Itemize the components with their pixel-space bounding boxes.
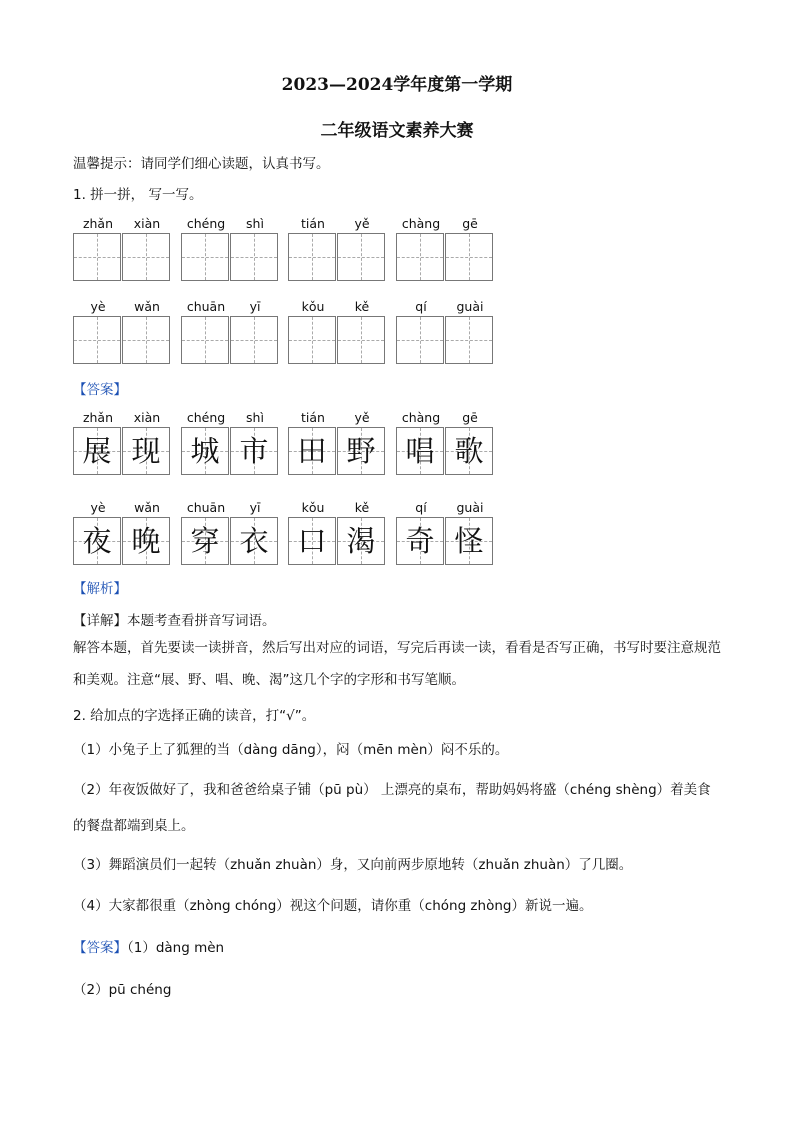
answer-char-box — [445, 427, 493, 475]
page-title: 2023—2024学年度第一学期 — [281, 75, 513, 95]
pinyin-label: yī — [249, 500, 261, 515]
analysis-text: 解答本题，首先要读一读拼音，然后写出对应的词语，写完后再读一读，看看是否写正确，书写时要注意规范和美观。注意“展、野、唱、晚、渴”这几个字的字形和书写笔顺。 — [73, 640, 721, 688]
writing-box[interactable] — [230, 233, 278, 281]
pinyin-label: tián — [301, 410, 325, 425]
word-pair — [396, 500, 498, 580]
answer-char-box — [181, 427, 229, 475]
pinyin-label: qí — [415, 299, 427, 314]
answer-char-box — [337, 427, 385, 475]
word-pair — [181, 500, 283, 580]
writing-box[interactable] — [337, 316, 385, 364]
word-pair — [396, 410, 498, 490]
blank-row-2 — [73, 299, 733, 379]
pinyin-label: zhǎn — [82, 216, 114, 231]
answer-row-2 — [73, 500, 733, 580]
writing-box[interactable] — [230, 316, 278, 364]
pinyin-label: kǒu — [301, 299, 325, 314]
pinyin-label: zhǎn — [82, 410, 114, 425]
pinyin-label: chàng — [401, 216, 441, 231]
detail-line — [73, 609, 276, 629]
pinyin-label: shì — [246, 216, 264, 231]
pinyin-label: yě — [354, 410, 370, 425]
answer-char-box — [230, 517, 278, 565]
word-pair — [73, 500, 175, 580]
answer-char: 口 — [297, 524, 327, 558]
pinyin-label: kǒu — [301, 500, 325, 515]
word-pair — [288, 299, 390, 379]
question-2-title: 2. 给加点的字选择正确的读音，打“√”。 — [73, 708, 316, 724]
answer-char: 城 — [190, 434, 220, 468]
answer-char: 唱 — [405, 434, 435, 468]
answer-char: 夜 — [82, 524, 112, 558]
answer-char: 晚 — [131, 524, 161, 558]
pinyin-label: yī — [249, 299, 261, 314]
writing-box[interactable] — [122, 233, 170, 281]
answer-char-box — [288, 427, 336, 475]
writing-box[interactable] — [288, 233, 336, 281]
pinyin-label: guài — [456, 299, 484, 314]
pinyin-label: guài — [456, 500, 484, 515]
pinyin-label: kě — [354, 500, 370, 515]
pinyin-label: qí — [415, 500, 427, 515]
answer-char: 市 — [239, 434, 269, 468]
word-pair — [288, 500, 390, 580]
pinyin-label: chuān — [186, 500, 226, 515]
question-2-item-4: （4）大家都很重（zhòng chóng）视这个问题，请你重（chóng zhòng）新说一遍。 — [73, 898, 593, 914]
pinyin-label: chuān — [186, 299, 226, 314]
pinyin-label: shì — [246, 410, 264, 425]
analysis-label: 【解析】 — [73, 581, 127, 597]
answer-char-box — [73, 517, 121, 565]
word-pair — [181, 410, 283, 490]
answer-char-box — [396, 427, 444, 475]
answer-char-box — [73, 427, 121, 475]
pinyin-label: yè — [90, 500, 106, 515]
pinyin-label: kě — [354, 299, 370, 314]
pinyin-label: chàng — [401, 410, 441, 425]
writing-box[interactable] — [181, 233, 229, 281]
word-pair — [181, 299, 283, 379]
word-pair — [73, 216, 175, 296]
pinyin-label: chéng — [186, 410, 226, 425]
word-pair — [181, 216, 283, 296]
pinyin-label: xiàn — [133, 216, 161, 231]
pinyin-label: chéng — [186, 216, 226, 231]
answer-2-line-1 — [73, 936, 224, 956]
pinyin-label: xiàn — [133, 410, 161, 425]
writing-box[interactable] — [73, 233, 121, 281]
answer-char: 穿 — [190, 524, 220, 558]
detail-text: 本题考查看拼音写词语。 — [127, 613, 276, 629]
answer-char: 渴 — [346, 524, 376, 558]
answer-char: 怪 — [454, 524, 484, 558]
tip-text: 温馨提示：请同学们细心读题，认真书写。 — [73, 156, 330, 172]
pinyin-label: tián — [301, 216, 325, 231]
answer-char-box — [122, 517, 170, 565]
answer-char: 奇 — [405, 524, 435, 558]
answer-char-box — [181, 517, 229, 565]
pinyin-label: gē — [462, 216, 478, 231]
answer-char: 现 — [131, 434, 161, 468]
answer-2-label: 【答案】 — [73, 940, 127, 956]
word-pair — [73, 410, 175, 490]
pinyin-label: wǎn — [134, 299, 160, 314]
writing-box[interactable] — [337, 233, 385, 281]
question-1-title: 1. 拼一拼， 写一写。 — [73, 187, 203, 203]
writing-box[interactable] — [73, 316, 121, 364]
answer-char-box — [288, 517, 336, 565]
pinyin-label: wǎn — [134, 500, 160, 515]
answer-char-box — [230, 427, 278, 475]
answer-row-1 — [73, 410, 733, 490]
answer-char: 展 — [82, 434, 112, 468]
question-2-item-2: （2）年夜饭做好了，我和爸爸给桌子铺（pū pù） 上漂亮的桌布，帮助妈妈将盛（chéng shèng）着美食的餐盘都端到桌上。 — [73, 782, 711, 834]
writing-box[interactable] — [445, 316, 493, 364]
question-2-item-3: （3）舞蹈演员们一起转（zhuǎn zhuàn）身，又向前两步原地转（zhuǎn zhuàn）了几圈。 — [73, 857, 633, 873]
answer-char: 衣 — [239, 524, 269, 558]
answer-char-box — [122, 427, 170, 475]
writing-box[interactable] — [396, 233, 444, 281]
question-2-item-1: （1）小兔子上了狐狸的当（dàng dāng），闷（mēn mèn）闷不乐的。 — [73, 742, 509, 758]
answer-char: 歌 — [454, 434, 484, 468]
writing-box[interactable] — [445, 233, 493, 281]
writing-box[interactable] — [181, 316, 229, 364]
word-pair — [288, 410, 390, 490]
answer-char: 野 — [346, 434, 376, 468]
writing-box[interactable] — [396, 316, 444, 364]
writing-box[interactable] — [122, 316, 170, 364]
blank-row-1 — [73, 216, 733, 296]
pinyin-label: gē — [462, 410, 478, 425]
word-pair — [73, 299, 175, 379]
word-pair — [288, 216, 390, 296]
answer-2-text-1: （1）dàng mèn — [127, 940, 225, 956]
answer-char-box — [445, 517, 493, 565]
answer-label: 【答案】 — [73, 382, 127, 398]
word-pair — [396, 216, 498, 296]
answer-2-line-2: （2）pū chéng — [73, 982, 172, 998]
detail-label: 【详解】 — [73, 613, 127, 629]
page-subtitle: 二年级语文素养大赛 — [320, 121, 474, 141]
pinyin-label: yě — [354, 216, 370, 231]
writing-box[interactable] — [288, 316, 336, 364]
answer-char: 田 — [297, 434, 327, 468]
pinyin-label: yè — [90, 299, 106, 314]
answer-char-box — [396, 517, 444, 565]
answer-char-box — [337, 517, 385, 565]
word-pair — [396, 299, 498, 379]
